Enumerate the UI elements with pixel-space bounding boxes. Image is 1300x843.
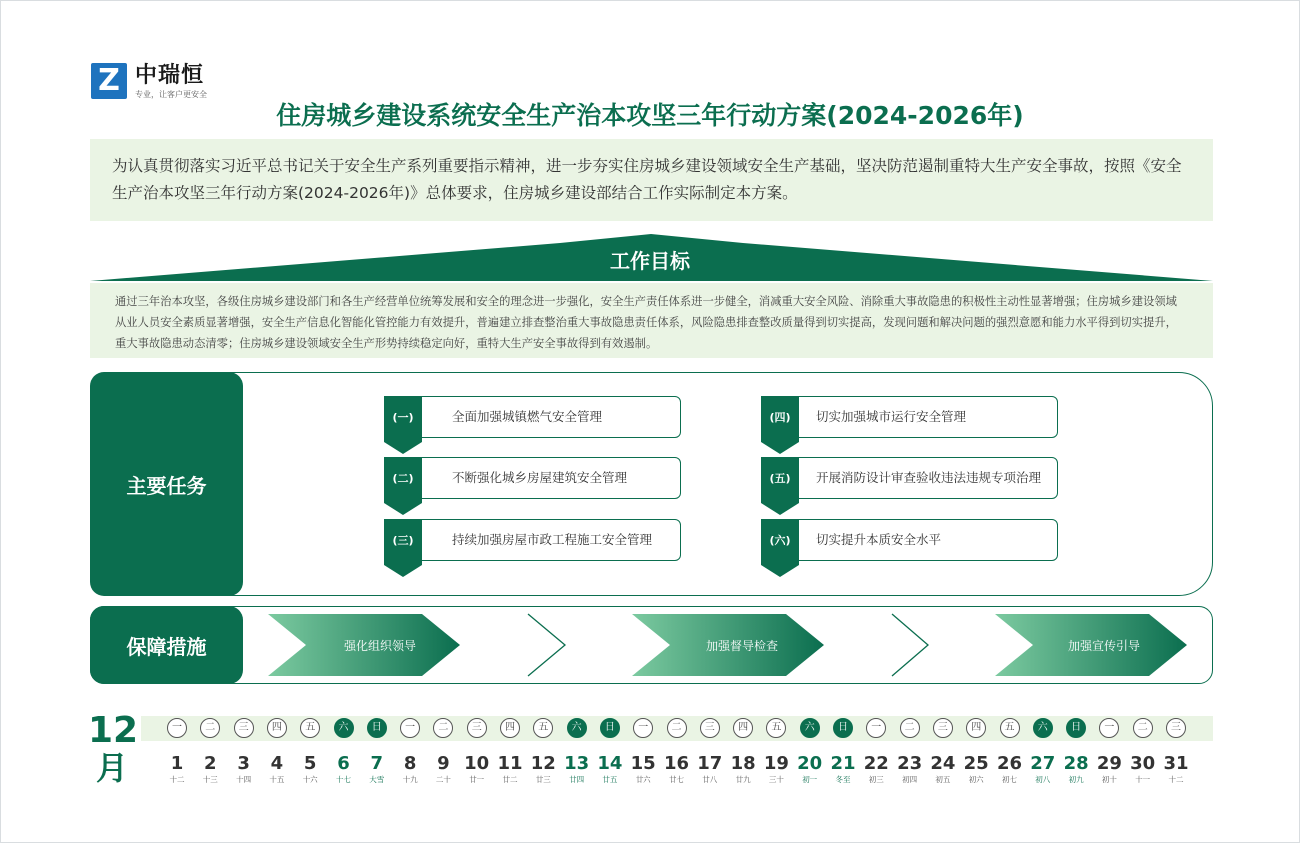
- goal-body: 通过三年治本攻坚，各级住房城乡建设部门和各生产经营单位统筹发展和安全的理念进一步强化，安全生产责任体系进一步健全，消减重大安全风险、消除重大事故隐患的积极性主动性显著增强；住房城乡建设领域从业人员安全素质显著增强，安全生产信息化智能化管控能力有效提升，普遍建立排查整治重大事故隐患责任体系，风险隐患排查整改质量得到切实提高，发现问题和解决问题的强烈意愿和能力水平得到切实提升，重大事故隐患动态清零；住房城乡建设领域安全生产形势持续稳定向好，重特大生产安全事故得到有效遏制。: [90, 283, 1213, 358]
- calendar-day: 2: [204, 753, 217, 774]
- lunar-date: 十五: [269, 775, 285, 784]
- task-number: (四): [769, 411, 791, 424]
- lunar-date: 大雪: [369, 775, 385, 784]
- lunar-date: 初七: [1002, 775, 1017, 784]
- brand-name: 中瑞恒: [135, 63, 205, 88]
- lunar-date: 廿一: [469, 775, 485, 784]
- weekday-circle: 一: [167, 718, 187, 738]
- lunar-date: 冬至: [835, 775, 851, 784]
- weekday-circle: 四: [267, 718, 287, 738]
- weekday-circle: 二: [200, 718, 220, 738]
- weekday-circle: 日: [367, 718, 387, 738]
- weekday-circle: 五: [300, 718, 320, 738]
- calendar-day: 5: [303, 753, 317, 774]
- weekday-circle: 日: [1066, 718, 1086, 738]
- lunar-date: 廿九: [735, 775, 751, 784]
- task-number: (三): [392, 534, 414, 547]
- weekday-circle: 三: [1166, 718, 1186, 738]
- page-title: 住房城乡建设系统安全生产治本攻坚三年行动方案(2024-2026年): [276, 101, 1024, 130]
- lunar-date: 廿二: [502, 775, 518, 784]
- calendar-day: 10: [464, 753, 490, 774]
- lunar-date: 初一: [802, 775, 818, 784]
- task-text: 切实加强城市运行安全管理: [816, 409, 967, 424]
- task-text: 全面加强城镇燃气安全管理: [452, 409, 603, 424]
- calendar-day: 26: [996, 753, 1023, 774]
- calendar-day: 19: [763, 753, 789, 774]
- calendar-day: 24: [930, 753, 956, 774]
- weekday-circle: 六: [800, 718, 820, 738]
- task-number: (二): [392, 472, 414, 485]
- calendar-day: 1: [170, 753, 184, 774]
- calendar-day: 4: [270, 753, 284, 774]
- weekday-circle: 三: [933, 718, 953, 738]
- weekday-circle: 五: [1000, 718, 1020, 738]
- calendar-day: 21: [830, 753, 856, 774]
- lunar-date: 廿七: [669, 775, 684, 784]
- weekday-circle: 一: [400, 718, 420, 738]
- goal-title: 工作目标: [610, 249, 690, 273]
- chevron-right-icon: [528, 614, 565, 676]
- weekday-circle: 一: [633, 718, 653, 738]
- measure-item-2: 加强督导检查: [705, 639, 778, 653]
- task-text: 持续加强房屋市政工程施工安全管理: [452, 532, 653, 547]
- calendar-day: 11: [497, 753, 523, 774]
- lunar-date: 十九: [402, 775, 418, 784]
- calendar-day: 30: [1130, 753, 1156, 774]
- calendar-day: 22: [863, 753, 889, 774]
- weekday-circle: 日: [600, 718, 620, 738]
- weekday-circle: 二: [900, 718, 920, 738]
- task-number: (五): [769, 472, 791, 485]
- lunar-date: 初八: [1035, 775, 1051, 784]
- lunar-date: 初五: [935, 775, 951, 784]
- weekday-circle: 四: [733, 718, 753, 738]
- task-text: 开展消防设计审查验收违法违规专项治理: [816, 470, 1042, 485]
- weekday-circle: 三: [234, 718, 254, 738]
- lunar-date: 初六: [968, 775, 984, 784]
- task-text: 不断强化城乡房屋建筑安全管理: [452, 470, 628, 485]
- lunar-date: 初四: [902, 775, 918, 784]
- calendar-day: 13: [564, 753, 590, 774]
- weekday-circle: 日: [833, 718, 853, 738]
- calendar-day: 20: [797, 753, 823, 774]
- calendar-day: 17: [697, 753, 723, 774]
- lunar-date: 十二: [1168, 775, 1184, 784]
- task-number: (六): [769, 534, 791, 547]
- task-number: (一): [392, 411, 414, 424]
- measures-label: 保障措施: [90, 606, 243, 684]
- lunar-date: 廿四: [569, 775, 585, 784]
- lunar-date: 二十: [435, 775, 451, 784]
- calendar-day: 23: [897, 753, 923, 774]
- weekday-circle: 五: [533, 718, 553, 738]
- weekday-circle: 六: [567, 718, 587, 738]
- lunar-date: 初三: [868, 775, 884, 784]
- measure-item-3: 加强宣传引导: [1067, 639, 1140, 653]
- lunar-date: 十三: [202, 775, 218, 784]
- calendar-day: 9: [437, 753, 450, 774]
- calendar-day: 27: [1030, 753, 1056, 774]
- calendar-day: 6: [337, 753, 350, 774]
- calendar-day: 15: [630, 753, 656, 774]
- intro-paragraph: 为认真贯彻落实习近平总书记关于安全生产系列重要指示精神，进一步夯实住房城乡建设领域安全生产基础，坚决防范遏制重特大生产安全事故，按照《安全生产治本攻坚三年行动方案(2024-2026年)》总体要求，住房城乡建设部结合工作实际制定本方案。: [90, 139, 1213, 221]
- tasks-label: 主要任务: [90, 372, 243, 596]
- calendar-day: 31: [1163, 753, 1189, 774]
- calendar-day: 7: [370, 753, 384, 774]
- lunar-date: 初十: [1101, 775, 1117, 784]
- weekday-circle: 二: [667, 718, 687, 738]
- calendar-month: [88, 710, 139, 787]
- weekday-circle: 四: [966, 718, 986, 738]
- calendar-day: 28: [1063, 753, 1089, 774]
- calendar-day: 12: [530, 753, 556, 774]
- lunar-date: 十四: [236, 775, 252, 784]
- calendar-day: 16: [663, 753, 690, 774]
- lunar-date: 廿八: [702, 775, 718, 784]
- weekday-circle: 一: [866, 718, 886, 738]
- calendar-day: 29: [1096, 753, 1122, 774]
- lunar-date: 十二: [169, 775, 185, 784]
- weekday-circle: 五: [766, 718, 786, 738]
- lunar-date: 十六: [302, 775, 318, 784]
- weekday-circle: 二: [1133, 718, 1153, 738]
- lunar-date: 十七: [336, 775, 351, 784]
- weekday-circle: 四: [500, 718, 520, 738]
- calendar-day: 18: [730, 753, 756, 774]
- chevron-right-icon: [892, 614, 928, 676]
- weekday-circle: 一: [1099, 718, 1119, 738]
- calendar-day: 8: [403, 753, 417, 774]
- lunar-date: 廿三: [535, 775, 551, 784]
- lunar-date: 初九: [1068, 775, 1084, 784]
- lunar-date: 三十: [768, 775, 784, 784]
- logo-z-icon: Z: [91, 63, 127, 99]
- weekday-circle: 六: [1033, 718, 1053, 738]
- calendar-day: 25: [963, 753, 989, 774]
- weekday-circle: 六: [334, 718, 354, 738]
- calendar-day: 14: [597, 753, 623, 774]
- lunar-date: 廿六: [635, 775, 651, 784]
- month-number: 12: [88, 710, 139, 751]
- task-text: 切实提升本质安全水平: [816, 532, 942, 547]
- weekday-circle: 三: [700, 718, 720, 738]
- weekday-circle: 三: [467, 718, 487, 738]
- brand-slogan: 专业，让客户更安全: [135, 90, 207, 99]
- month-char: 月: [95, 749, 128, 787]
- lunar-date: 廿五: [602, 775, 618, 784]
- measure-item-1: 强化组织领导: [343, 639, 416, 653]
- lunar-date: 十一: [1135, 775, 1151, 784]
- weekday-circle: 二: [433, 718, 453, 738]
- calendar-day: 3: [237, 753, 250, 774]
